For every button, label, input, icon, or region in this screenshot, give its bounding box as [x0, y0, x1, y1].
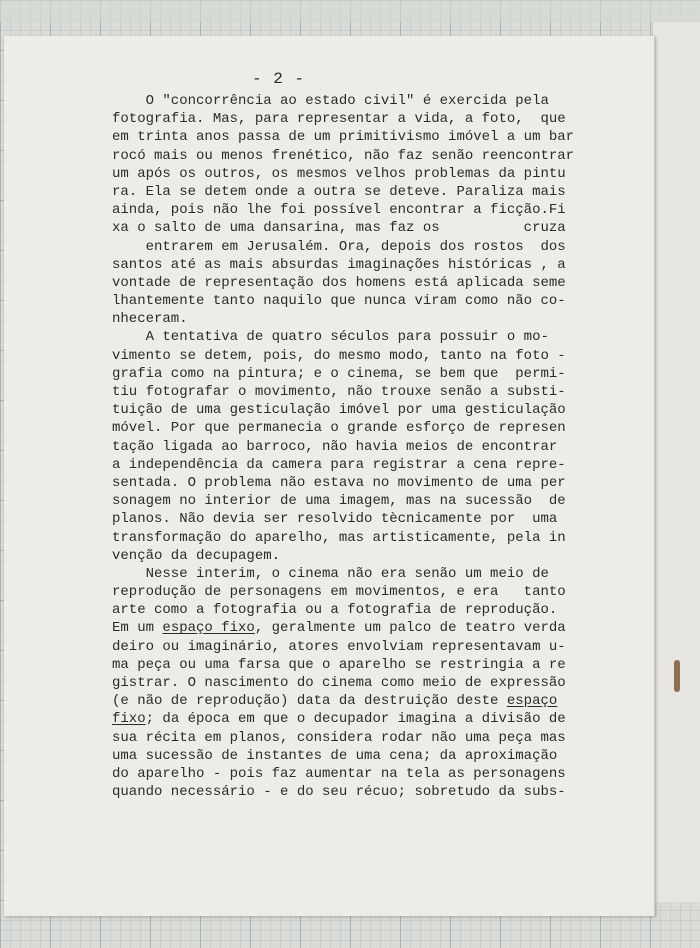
text-line [112, 274, 602, 292]
text-line [112, 383, 602, 401]
text-line [112, 474, 602, 492]
text-line [112, 401, 602, 419]
text-line [112, 747, 602, 765]
text-line [112, 256, 602, 274]
text-line [112, 92, 602, 110]
text-segment: tuição de uma gesticulação imóvel por uma gesticulação [112, 402, 566, 419]
text-segment: A tentativa de quatro séculos para possuir o mo- [112, 329, 549, 346]
text-line [112, 729, 602, 747]
text-line [112, 565, 602, 583]
text-segment: do aparelho - pois faz aumentar na tela as personagens [112, 765, 566, 782]
text-line [112, 583, 602, 601]
text-line [112, 438, 602, 456]
text-line [112, 110, 602, 128]
text-segment: sonagem no interior de uma imagem, mas na sucessão de [112, 493, 566, 510]
text-segment: sentada. O problema não estava no movimento de uma per [112, 474, 566, 491]
text-segment: ra. Ela se detem onde a outra se deteve. Paraliza mais [112, 183, 566, 200]
text-segment: arte como a fotografia ou a fotografia de reprodução. [112, 602, 558, 619]
ink-smudge-mark [674, 660, 680, 692]
text-segment: móvel. Por que permanecia o grande esforço de represen [112, 420, 566, 437]
text-line [112, 456, 602, 474]
text-line [112, 292, 602, 310]
underlined-phrase: espaço [506, 693, 558, 710]
text-segment: transformação do aparelho, mas artisticamente, pela in [112, 529, 566, 546]
text-segment: em trinta anos passa de um primitivismo imóvel a um bar [112, 129, 575, 146]
text-segment: a independência da camera para registrar a cena repre- [112, 456, 566, 473]
underlined-phrase: espaço fixo [162, 620, 255, 637]
text-segment: deiro ou imaginário, atores envolviam representavam u- [112, 638, 566, 655]
text-line [112, 765, 602, 783]
text-segment: (e não de reprodução) data da destruição deste [112, 693, 507, 710]
text-segment: Nesse interim, o cinema não era senão um meio de [112, 565, 549, 582]
text-segment: fotografia. Mas, para representar a vida, a foto, que [112, 111, 566, 128]
text-segment: ; da época em que o decupador imagina a divisão de [145, 711, 566, 728]
text-segment: O "concorrência ao estado civil" é exercida pela [112, 93, 549, 109]
text-segment: gistrar. O nascimento do cinema como meio de expressão [112, 675, 566, 691]
text-line [112, 783, 602, 801]
text-line [112, 147, 602, 165]
text-segment: rocó mais ou menos frenético, não faz senão reencontrar [112, 147, 575, 164]
text-line [112, 638, 602, 656]
text-segment: uma sucessão de instantes de uma cena; da aproximação [112, 747, 558, 764]
text-line [112, 365, 602, 383]
text-segment: nheceram. [112, 311, 188, 328]
text-line [112, 201, 602, 219]
text-segment: vimento se detem, pois, do mesmo modo, tanto na foto - [112, 347, 566, 364]
text-line [112, 310, 602, 328]
text-segment: xa o salto de uma dansarina, mas faz os cruza [112, 220, 566, 237]
text-segment: quando necessário - e do seu récuo; sobretudo da subs- [112, 784, 566, 801]
text-segment: Em um [112, 620, 163, 637]
text-line [112, 601, 602, 619]
text-line [112, 128, 602, 146]
text-segment: um após os outros, os mesmos velhos problemas da pintu [112, 165, 566, 182]
text-line [112, 547, 602, 565]
page-number: - 2 - [252, 70, 306, 88]
text-segment: planos. Não devia ser resolvido tècnicamente por uma [112, 511, 558, 528]
typewritten-text-body [112, 92, 602, 801]
text-line [112, 529, 602, 547]
underlined-phrase: fixo [112, 711, 146, 728]
text-line [112, 492, 602, 510]
text-segment: ainda, pois não lhe foi possível encontrar a ficção.Fi [112, 202, 566, 219]
text-segment: venção da decupagem. [112, 547, 281, 564]
text-line [112, 328, 602, 346]
text-line [112, 165, 602, 183]
scan-background-strip [0, 0, 700, 22]
text-segment: lhantemente tanto naquilo que nunca viram como não co- [112, 293, 566, 310]
text-line [112, 710, 602, 728]
text-segment: tiu fotografar o movimento, não trouxe senão a substi- [112, 384, 566, 400]
text-segment: tação ligada ao barroco, não havia meios de encontrar [112, 438, 558, 455]
text-line [112, 419, 602, 437]
text-line [112, 238, 602, 256]
text-line [112, 619, 602, 637]
text-line [112, 692, 602, 710]
text-line [112, 219, 602, 237]
text-segment: grafia como na pintura; e o cinema, se bem que permi- [112, 365, 566, 382]
text-line [112, 674, 602, 692]
text-line [112, 510, 602, 528]
text-segment: santos até as mais absurdas imaginações históricas , a [112, 256, 566, 273]
text-line [112, 656, 602, 674]
text-segment: entrarem em Jerusalém. Ora, depois dos rostos dos [112, 238, 566, 255]
text-segment: reprodução de personagens em movimentos, e era tanto [112, 584, 566, 601]
text-segment: sua récita em planos, considera rodar não uma peça mas [112, 729, 566, 746]
text-segment: , geralmente um palco de teatro verda [254, 620, 566, 637]
adjacent-page-edge [652, 22, 700, 902]
text-segment: vontade de representação dos homens está aplicada seme [112, 274, 566, 291]
text-line [112, 183, 602, 201]
text-segment: ma peça ou uma farsa que o aparelho se restringia a re [112, 656, 566, 673]
text-line [112, 347, 602, 365]
